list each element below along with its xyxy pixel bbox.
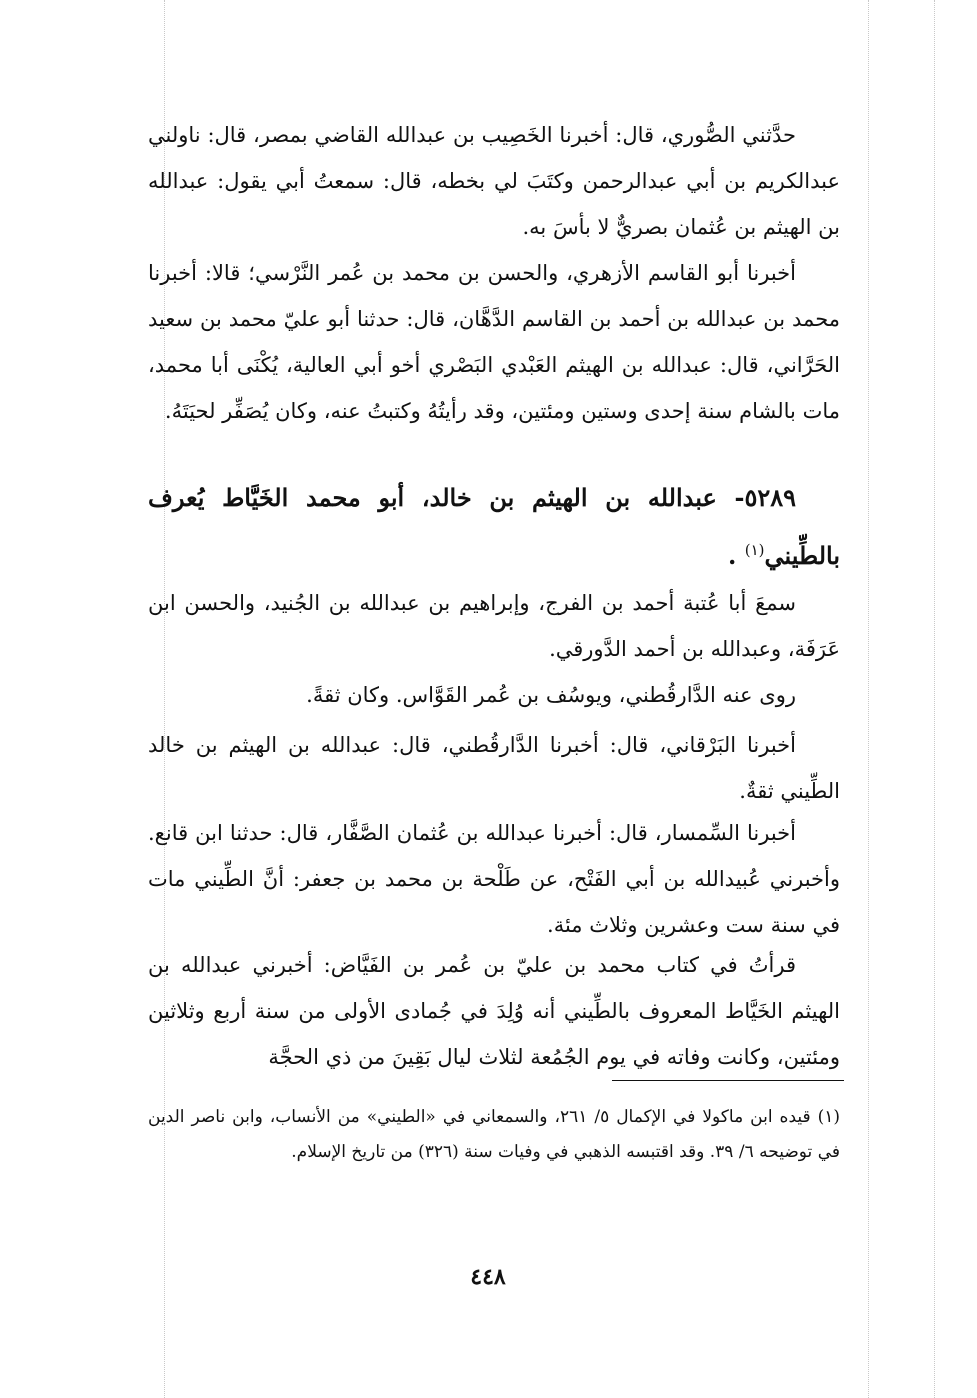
entry-paragraph-5: قرأتُ في كتاب محمد بن عليّ بن عُمر بن الفَيَّاض: أخبرني عبدالله بن الهيثم الخَيَّاط المعروف بالطِّيني أنه وُلِدَ في جُمادى الأولى من سنة أربع وثلاثين ومئتين، وكانت وفاته في يوم الجُمُعة لثلاث ليال بَقِينَ من ذي الحجَّة: [148, 953, 840, 1069]
entry-paragraph-3: أخبرنا البَرْقاني، قال: أخبرنا الدَّارقُطني، قال: عبدالله بن الهيثم بن خالد الطِّيني ثقةٌ.: [148, 733, 840, 803]
scan-artifact: [934, 0, 935, 1398]
entry-paragraph-2: روى عنه الدَّارقُطني، ويوسُف بن عُمر القَوَّاس. وكان ثقةً.: [306, 683, 796, 707]
entry-paragraph-4: أخبرنا السِّمسار، قال: أخبرنا عبدالله بن عُثمان الصَّفَّار، قال: حدثنا ابن قانع. وأخبرني عُبيدالله بن أبي الفَتْح، عن طَلْحة بن محمد بن جعفر: أنَّ الطِّيني مات في سنة ست وعشرين وثلاث مئة.: [148, 821, 840, 937]
footnote-ref: (١): [744, 541, 765, 559]
paragraph-1: حدَّثني الصُّوري، قال: أخبرنا الخَصِيب بن عبدالله القاضي بمصر، قال: ناولني عبدالكريم بن أبي عبدالرحمن وكتَبَ لي بخطه، قال: سمعتُ أبي يقول: عبدالله بن الهيثم بن عُثمان بصريٌّ لا بأسَ به.: [148, 123, 840, 239]
footnote-separator: [612, 1080, 844, 1081]
entry-heading-text: ٥٢٨٩- عبدالله بن الهيثم بن خالد، أبو محمد الخَيَّاط يُعرف بالطِّيني: [148, 483, 840, 570]
page-number: ٤٤٨: [470, 1264, 506, 1290]
entry-heading-end: .: [728, 541, 737, 570]
scan-artifact: [868, 0, 869, 1398]
paragraph-2: أخبرنا أبو القاسم الأزهري، والحسن بن محمد بن عُمر النَّرْسي؛ قالا: أخبرنا محمد بن عبدالله بن أحمد بن القاسم الدَّهَّان، قال: حدثنا أبو عليّ محمد بن سعيد الحَرَّاني، قال: عبدالله بن الهيثم العَبْدي البَصْري أخو أبي العالية، يُكْنَى أبا محمد، مات بالشام سنة إحدى وستين ومئتين، وقد رأيتُهُ وكتبتُ عنه، وكان يُصَفِّر لحيَتَهُ.: [148, 261, 840, 423]
footnote-1: (١) قيده ابن ماكولا في الإكمال ٥/ ٢٦١، والسمعاني في «الطيني» من الأنساب، وابن ناصر الدين في توضيحه ٦/ ٣٩. وقد اقتبسه الذهبي في وفيات سنة (٣٢٦) من تاريخ الإسلام.: [148, 1107, 841, 1162]
entry-paragraph-1: سمعَ أبا عُتبة أحمد بن الفرج، وإبراهيم بن عبدالله بن الجُنيد، والحسن ابن عَرَفَة، وعبدالله بن أحمد الدَّورقي.: [148, 591, 840, 661]
entry-heading: [148, 472, 840, 582]
